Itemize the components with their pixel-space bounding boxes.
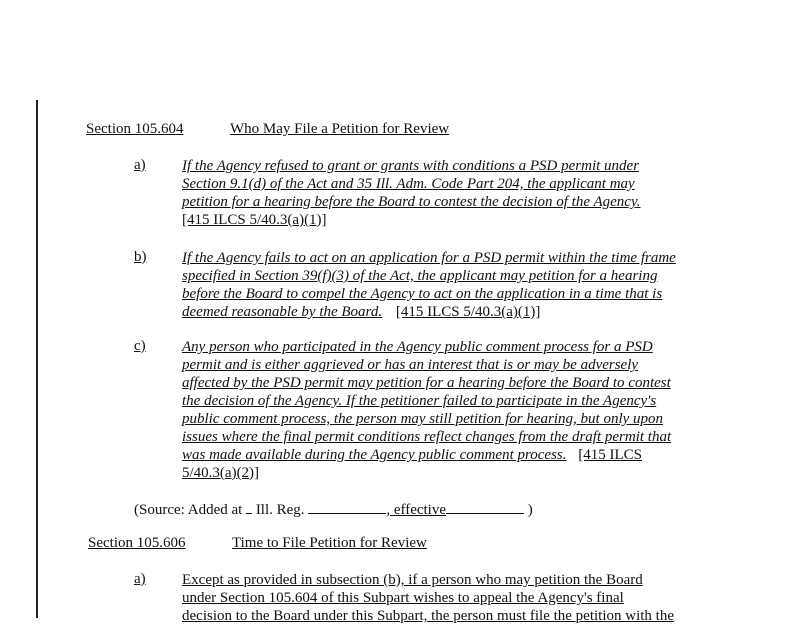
item-line-end: deemed reasonable by the Board. bbox=[182, 304, 383, 320]
item-line: petition for a hearing before the Board to contest the decision of the Agency. bbox=[182, 194, 641, 210]
item-label: b) bbox=[134, 249, 147, 265]
section-604-heading bbox=[86, 121, 449, 138]
page-blank bbox=[308, 499, 386, 514]
item-citation-start: [415 ILCS bbox=[578, 447, 643, 463]
section-604-title: Who May File a Petition for Review bbox=[230, 121, 450, 137]
item-line: before the Board to compel the Agency to act on the application in a time that is bbox=[182, 286, 663, 302]
item-citation-end: 5/40.3(a)(2)] bbox=[182, 465, 260, 481]
item-line: issues where the final permit conditions reflect changes from the draft permit that bbox=[182, 429, 672, 445]
date-blank bbox=[446, 499, 524, 514]
item-line: Except as provided in subsection (b), if a person who may petition the Board bbox=[182, 572, 643, 588]
revision-margin-bar bbox=[36, 100, 38, 618]
item-line: the decision of the Agency. If the petitioner failed to participate in the Agency's bbox=[182, 393, 657, 409]
item-citation: [415 ILCS 5/40.3(a)(1)] bbox=[395, 304, 541, 320]
source-effective: , effective bbox=[386, 502, 446, 518]
item-line: public comment process, the person may still petition for hearing, but only upon bbox=[182, 411, 664, 427]
item-citation: [415 ILCS 5/40.3(a)(1)] bbox=[182, 212, 327, 228]
source-close: ) bbox=[527, 502, 533, 518]
item-line: Section 9.1(d) of the Act and 35 Ill. Adm. Code Part 204, the applicant may bbox=[182, 176, 635, 192]
item-line-end: was made available during the Agency public comment process. bbox=[182, 447, 567, 463]
item-line: If the Agency fails to act on an application for a PSD permit within the time frame bbox=[182, 250, 676, 266]
item-label: c) bbox=[134, 338, 146, 354]
item-line: Any person who participated in the Agency public comment process for a PSD bbox=[182, 339, 653, 355]
item-line: decision to the Board under this Subpart, the person must file the petition with the bbox=[182, 608, 674, 624]
item-line: permit and is either aggrieved or has an interest that is or may be adversely bbox=[182, 357, 639, 373]
section-604-number: Section 105.604 bbox=[86, 121, 184, 137]
volume-blank bbox=[246, 499, 252, 514]
section-606-number: Section 105.606 bbox=[88, 535, 186, 551]
item-line: If the Agency refused to grant or grants with conditions a PSD permit under bbox=[182, 158, 640, 174]
section-606-title: Time to File Petition for Review bbox=[232, 535, 427, 551]
item-line: under Section 105.604 of this Subpart wishes to appeal the Agency's final bbox=[182, 590, 624, 606]
item-label: a) bbox=[134, 157, 146, 173]
item-line: specified in Section 39(f)(3) of the Act, the applicant may petition for a hearing bbox=[182, 268, 658, 284]
section-606-heading bbox=[88, 535, 427, 552]
source-reg: Ill. Reg. bbox=[255, 502, 305, 518]
source-prefix: (Source: Added at bbox=[134, 502, 243, 518]
source-note bbox=[134, 499, 533, 519]
item-label: a) bbox=[134, 571, 146, 587]
item-line: affected by the PSD permit may petition for a hearing before the Board to contest bbox=[182, 375, 671, 391]
